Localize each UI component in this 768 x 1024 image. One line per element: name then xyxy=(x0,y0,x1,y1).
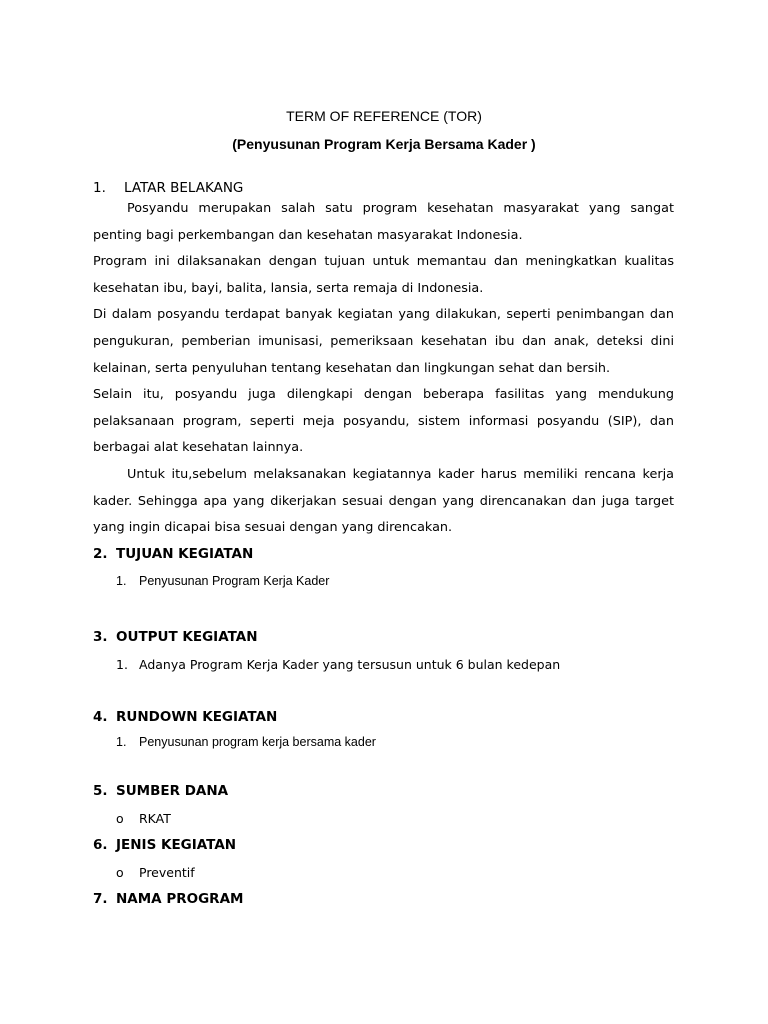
section-heading-output-kegiatan xyxy=(93,629,258,645)
section-title: OUTPUT KEGIATAN xyxy=(116,629,258,645)
list-item xyxy=(116,811,171,826)
list-item-text: Penyusunan Program Kerja Kader xyxy=(139,574,330,588)
section-title: TUJUAN KEGIATAN xyxy=(116,546,254,562)
section-number: 6. xyxy=(93,837,108,853)
list-item xyxy=(116,657,560,672)
list-item xyxy=(116,865,195,880)
list-marker: 1. xyxy=(116,735,127,749)
section-body-latar-belakang xyxy=(93,196,674,542)
section-number: 4. xyxy=(93,709,108,725)
list-item-text: Preventif xyxy=(139,865,195,880)
paragraph: Untuk itu,sebelum melaksanakan kegiatannya kader harus memiliki rencana kerja kader. Sehingga apa yang dikerjakan sesuai dengan yang direncanakan dan juga target yang ingin dicapai bisa sesuai dengan yang direncakan. xyxy=(93,466,674,536)
document-subtitle: (Penyusunan Program Kerja Bersama Kader ) xyxy=(232,136,536,152)
list-item-text: Adanya Program Kerja Kader yang tersusun untuk 6 bulan kedepan xyxy=(139,657,561,672)
list-item-text: RKAT xyxy=(139,811,171,826)
document-title: TERM OF REFERENCE (TOR) xyxy=(286,108,482,124)
section-title: NAMA PROGRAM xyxy=(116,891,244,907)
list-item-text: Penyusunan program kerja bersama kader xyxy=(139,735,376,749)
section-heading-rundown-kegiatan xyxy=(93,709,277,725)
section-heading-nama-program xyxy=(93,891,243,907)
list-item xyxy=(116,574,329,588)
section-number: 5. xyxy=(93,783,108,799)
list-marker: o xyxy=(116,811,124,826)
section-title: LATAR BELAKANG xyxy=(124,180,244,196)
paragraph: Selain itu, posyandu juga dilengkapi dengan beberapa fasilitas yang mendukung pelaksanaan program, seperti meja posyandu, sistem informasi posyandu (SIP), dan berbagai alat kesehatan lainnya. xyxy=(93,387,674,456)
list-item xyxy=(116,735,376,749)
list-marker: 1. xyxy=(116,574,127,588)
list-marker: 1. xyxy=(116,657,128,672)
paragraph: Program ini dilaksanakan dengan tujuan untuk memantau dan meningkatkan kualitas kesehatan ibu, bayi, balita, lansia, serta remaja di Indonesia. xyxy=(93,254,674,296)
paragraph: Di dalam posyandu terdapat banyak kegiatan yang dilakukan, seperti penimbangan dan pengukuran, pemberian imunisasi, pemeriksaan kesehatan ibu dan anak, deteksi dini kelainan, serta penyuluhan tentang kesehatan dan lingkungan sehat dan bersih. xyxy=(93,307,674,376)
section-title: RUNDOWN KEGIATAN xyxy=(116,709,278,725)
section-heading-tujuan-kegiatan xyxy=(93,546,253,562)
section-heading-latar-belakang xyxy=(93,180,243,196)
section-heading-sumber-dana xyxy=(93,783,228,799)
section-number: 7. xyxy=(93,891,108,907)
section-title: JENIS KEGIATAN xyxy=(116,837,237,853)
section-title: SUMBER DANA xyxy=(116,783,229,799)
list-marker: o xyxy=(116,865,124,880)
section-heading-jenis-kegiatan xyxy=(93,837,236,853)
section-number: 1. xyxy=(93,180,106,196)
section-number: 3. xyxy=(93,629,108,645)
section-number: 2. xyxy=(93,546,108,562)
paragraph: Posyandu merupakan salah satu program kesehatan masyarakat yang sangat penting bagi perkembangan dan kesehatan masyarakat Indonesia. xyxy=(93,201,674,243)
